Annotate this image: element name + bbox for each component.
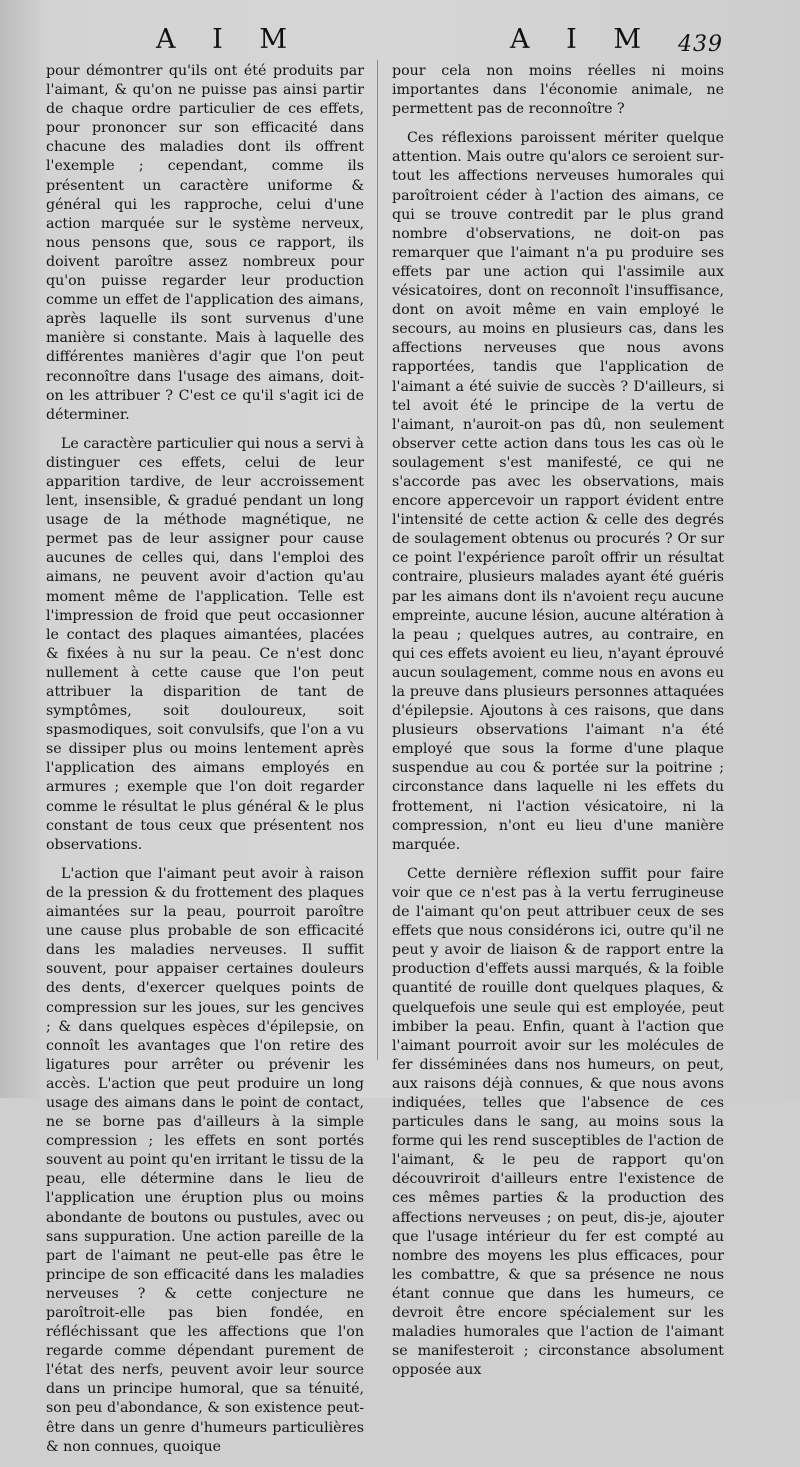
paragraph: L'action que l'aimant peut avoir à raison de la pression & du frottement des plaques aimantées sur la peau, pourroit paroître une cause plus probable de son efficacité dans les maladies nerveuses. Il suffit souvent, pour appaiser certaines douleurs des dents, d'exercer quelques points de compression sur les joues, sur les gencives ; & dans quelques espèces d'épilepsie, on connoît les avantages que l'on retire des ligatures pour arrêter ou prévenir les accès. L'action que peut produire un long usage des aimans dans le point de contact, ne se borne pas d'ailleurs à la simple compression ; les effets en sont portés souvent au point qu'en irritant le tissu de la peau, elle détermine dans le lieu de l'application une éruption plus ou moins abondante de boutons ou pustules, avec ou sans suppuration. Une action pareille de la part de l'aimant ne peut-elle pas être le principe de son efficacité dans les maladies nerveuses ? & cette conjecture ne paroîtroit-elle pas bien fondée, en réfléchissant que les affections que l'on regarde comme dépendant purement de l'état des nerfs, peuvent avoir leur source dans un principe humoral, que sa ténuité, son peu d'abondance, & son existence peut-être dans un genre d'humeurs particulières & non connues, quoique [46,865,364,1455]
paragraph: pour démontrer qu'ils ont été produits par l'aimant, & qu'on ne puisse pas ainsi partir de chaque ordre particulier de ces effets, pour prononcer sur son efficacité dans chacune des maladies dont ils offrent l'exemple ; cependant, comme ils présentent un caractère uniforme & général qui les rapproche, celui d'une action marquée sur le système nerveux, nous pensons que, sous ce rapport, ils doivent paroître assez nombreux pour qu'on puisse regarder leur production comme un effet de l'application des aimans, après laquelle ils sont survenus d'une manière si constante. Mais à laquelle des différentes manières d'agir que l'on peut reconnoître dans l'usage des aimans, doit-on les attribuer ? C'est ce qu'il s'agit ici de déterminer. [46,63,364,423]
column-divider [377,60,378,1060]
left-column [46,62,364,1467]
running-head-right: A I M [510,24,655,55]
paragraph: Ces réflexions paroissent mériter quelque attention. Mais outre qu'alors ce seroient sur-tout les affections nerveuses humorales qui paroîtroient céder à l'action des aimans, ce qui se trouve contredit par le plus grand nombre d'observations, ne doit-on pas remarquer que l'aimant n'a pu produire ses effets par une action qui l'assimile aux vésicatoires, dont on reconnoît l'insuffisance, dont on avoit même en vain employé le secours, au moins en plusieurs cas, dans les affections nerveuses que nous avons rapportées, tandis que l'application de l'aimant a été suivie de succès ? D'ailleurs, si tel avoit été le principe de la vertu de l'aimant, n'auroit-on pas dû, non seulement observer cette action dans tous les cas où le soulagement s'est manifesté, ce qui ne s'accorde pas avec les observations, mais encore appercevoir un rapport évident entre l'intensité de cette action & celle des degrés de soulagement obtenus ou procurés ? Or sur ce point l'expérience paroît offrir un résultat contraire, plusieurs malades ayant été guéris par les aimans dont ils n'avoient reçu aucune empreinte, aucune lésion, aucune altération à la peau ; quelques autres, au contraire, en qui ces effets avoient eu lieu, n'ayant éprouvé aucun soulagement, comme nous en avons eu la preuve dans plusieurs personnes attaquées d'épilepsie. Ajoutons à ces raisons, que dans plusieurs observations l'aimant n'a été employé que sous la forme d'une plaque suspendue au cou & portée sur la poitrine ; circonstance dans laquelle ni les effets du frottement, ni l'action vésicatoire, ni la compression, n'ont eu lieu d'une manière marquée. [392,130,724,853]
paragraph: pour cela non moins réelles ni moins importantes dans l'économie animale, ne permettent pas de reconnoître ? [392,63,724,118]
right-column [392,62,724,1390]
running-head-left: A I M [156,24,301,55]
paragraph: Le caractère particulier qui nous a servi à distinguer ces effets, celui de leur apparition tardive, de leur accroissement lent, insensible, & gradué pendant un long usage de la méthode magnétique, ne permet pas de leur assigner pour cause aucunes de celles qui, dans l'emploi des aimans, ne peuvent avoir d'action qu'au moment même de l'application. Telle est l'impression de froid que peut occasionner le contact des plaques aimantées, placées & fixées à nu sur la peau. Ce n'est donc nullement à cette cause que l'on peut attribuer la disparition de tant de symptômes, soit douloureux, soit spasmodiques, soit convulsifs, que l'on a vu se dissiper plus ou moins lentement après l'application des aimans employés en armures ; exemple que l'on doit regarder comme le résultat le plus général & le plus constant de tous ceux que présentent nos observations. [46,435,364,853]
page-number: 439 [678,32,723,57]
paragraph: Cette dernière réflexion suffit pour faire voir que ce n'est pas à la vertu ferrugineuse de l'aimant qu'on peut attribuer ceux de ses effets que nous considérons ici, outre qu'il ne peut y avoir de liaison & de rapport entre la production d'effets aussi marqués, & la foible quantité de rouille dont quelques plaques, & quelquefois une seule qui est employée, peut imbiber la peau. Enfin, quant à l'action que l'aimant pourroit avoir sur les molécules de fer disséminées dans nos humeurs, on peut, aux raisons déjà connues, & que nous avons indiquées, telles que l'absence de ces particules dans le sang, au moins sous la forme qui les rend susceptibles de l'action de l'aimant, & le peu de rapport qu'on découvriroit d'ailleurs entre l'existence de ces mêmes parties & la production des affections nerveuses ; on peut, dis-je, ajouter que l'usage intérieur du fer est compté au nombre des moyens les plus efficaces, pour les combattre, & que sa présence ne nous étant connue que dans les humeurs, ce devroit être encore spécialement sur les maladies humorales que l'action de l'aimant se manifesteroit ; circonstance absolument opposée aux [392,865,724,1379]
